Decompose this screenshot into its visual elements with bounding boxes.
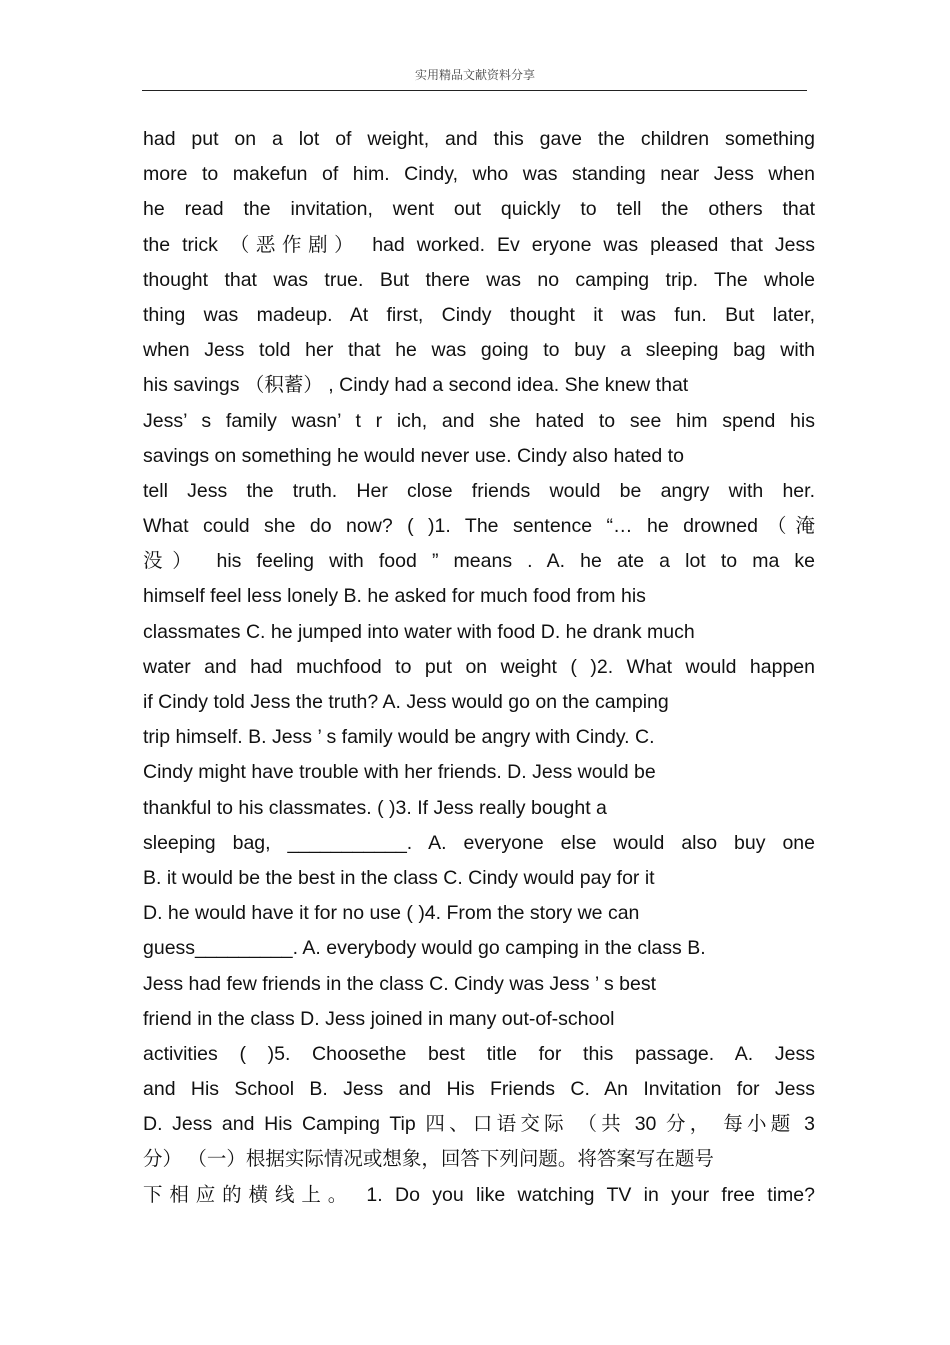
passage-text xyxy=(143,122,815,1213)
text-line: thing was madeup. At first, Cindy thought it was fun. But later, xyxy=(143,303,815,326)
text-line: Jess’ s family wasn’ t r ich, and she hated to see him spend his xyxy=(143,409,815,432)
text-line: classmates C. he jumped into water with food D. he drank much xyxy=(143,620,695,643)
text-line: if Cindy told Jess the truth? A. Jess would go on the camping xyxy=(143,691,669,713)
text-line: himself feel less lonely B. he asked for much food from his xyxy=(143,585,646,608)
text-line: his savings （积蓄） , Cindy had a second idea. She knew that xyxy=(143,374,689,397)
text-line: had put on a lot of weight, and this gave the children something xyxy=(143,128,815,150)
text-line: guess_________. A. everybody would go camping in the class B. xyxy=(143,937,706,960)
text-line: sleeping bag, ___________. A. everyone else would also buy one xyxy=(143,831,815,854)
text-line: 分） （一）根据实际情况或想象，回答下列问题。将答案写在题号 xyxy=(143,1148,714,1171)
text-line: tell Jess the truth. Her close friends would be angry with her. xyxy=(143,479,815,502)
text-line: Jess had few friends in the class C. Cindy was Jess ’ s best xyxy=(143,972,656,995)
text-line: 没） his feeling with food ” means . A. he ate a lot to ma ke xyxy=(143,550,815,573)
text-line: savings on something he would never use. Cindy also hated to xyxy=(143,444,684,467)
text-line: he read the invitation, went out quickly to tell the others that xyxy=(143,198,815,221)
text-line: What could she do now? ( )1. The sentence “… he drowned（淹 xyxy=(143,515,815,538)
text-line: more to makefun of him. Cindy, who was standing near Jess when xyxy=(143,163,815,186)
text-line: 下相应的横线上。 1. Do you like watching TV in your free time? xyxy=(143,1183,815,1206)
text-line: trip himself. B. Jess ’ s family would be angry with Cindy. C. xyxy=(143,726,655,749)
text-line: and His School B. Jess and His Friends C. An Invitation for Jess xyxy=(143,1078,815,1101)
header-rule xyxy=(142,90,807,91)
text-line: D. Jess and His Camping Tip 四、口语交际 （共 30 分， 每小题 3 xyxy=(143,1113,815,1136)
page-header: 实用精品文献资料分享 xyxy=(414,68,535,82)
text-line: water and had muchfood to put on weight ( )2. What would happen xyxy=(143,655,815,678)
text-line: friend in the class D. Jess joined in many out-of-school xyxy=(143,1007,615,1030)
text-line: the trick （恶作剧） had worked. Ev eryone was pleased that Jess xyxy=(143,233,815,256)
text-line: thought that was true. But there was no camping trip. The whole xyxy=(143,268,815,291)
text-line: when Jess told her that he was going to buy a sleeping bag with xyxy=(143,339,815,362)
text-line: B. it would be the best in the class C. Cindy would pay for it xyxy=(143,866,655,889)
text-line: D. he would have it for no use ( )4. From the story we can xyxy=(143,902,640,925)
text-line: activities ( )5. Choosethe best title for this passage. A. Jess xyxy=(143,1042,815,1065)
text-line: Cindy might have trouble with her friends. D. Jess would be xyxy=(143,761,656,784)
text-line: thankful to his classmates. ( )3. If Jess really bought a xyxy=(143,796,607,819)
